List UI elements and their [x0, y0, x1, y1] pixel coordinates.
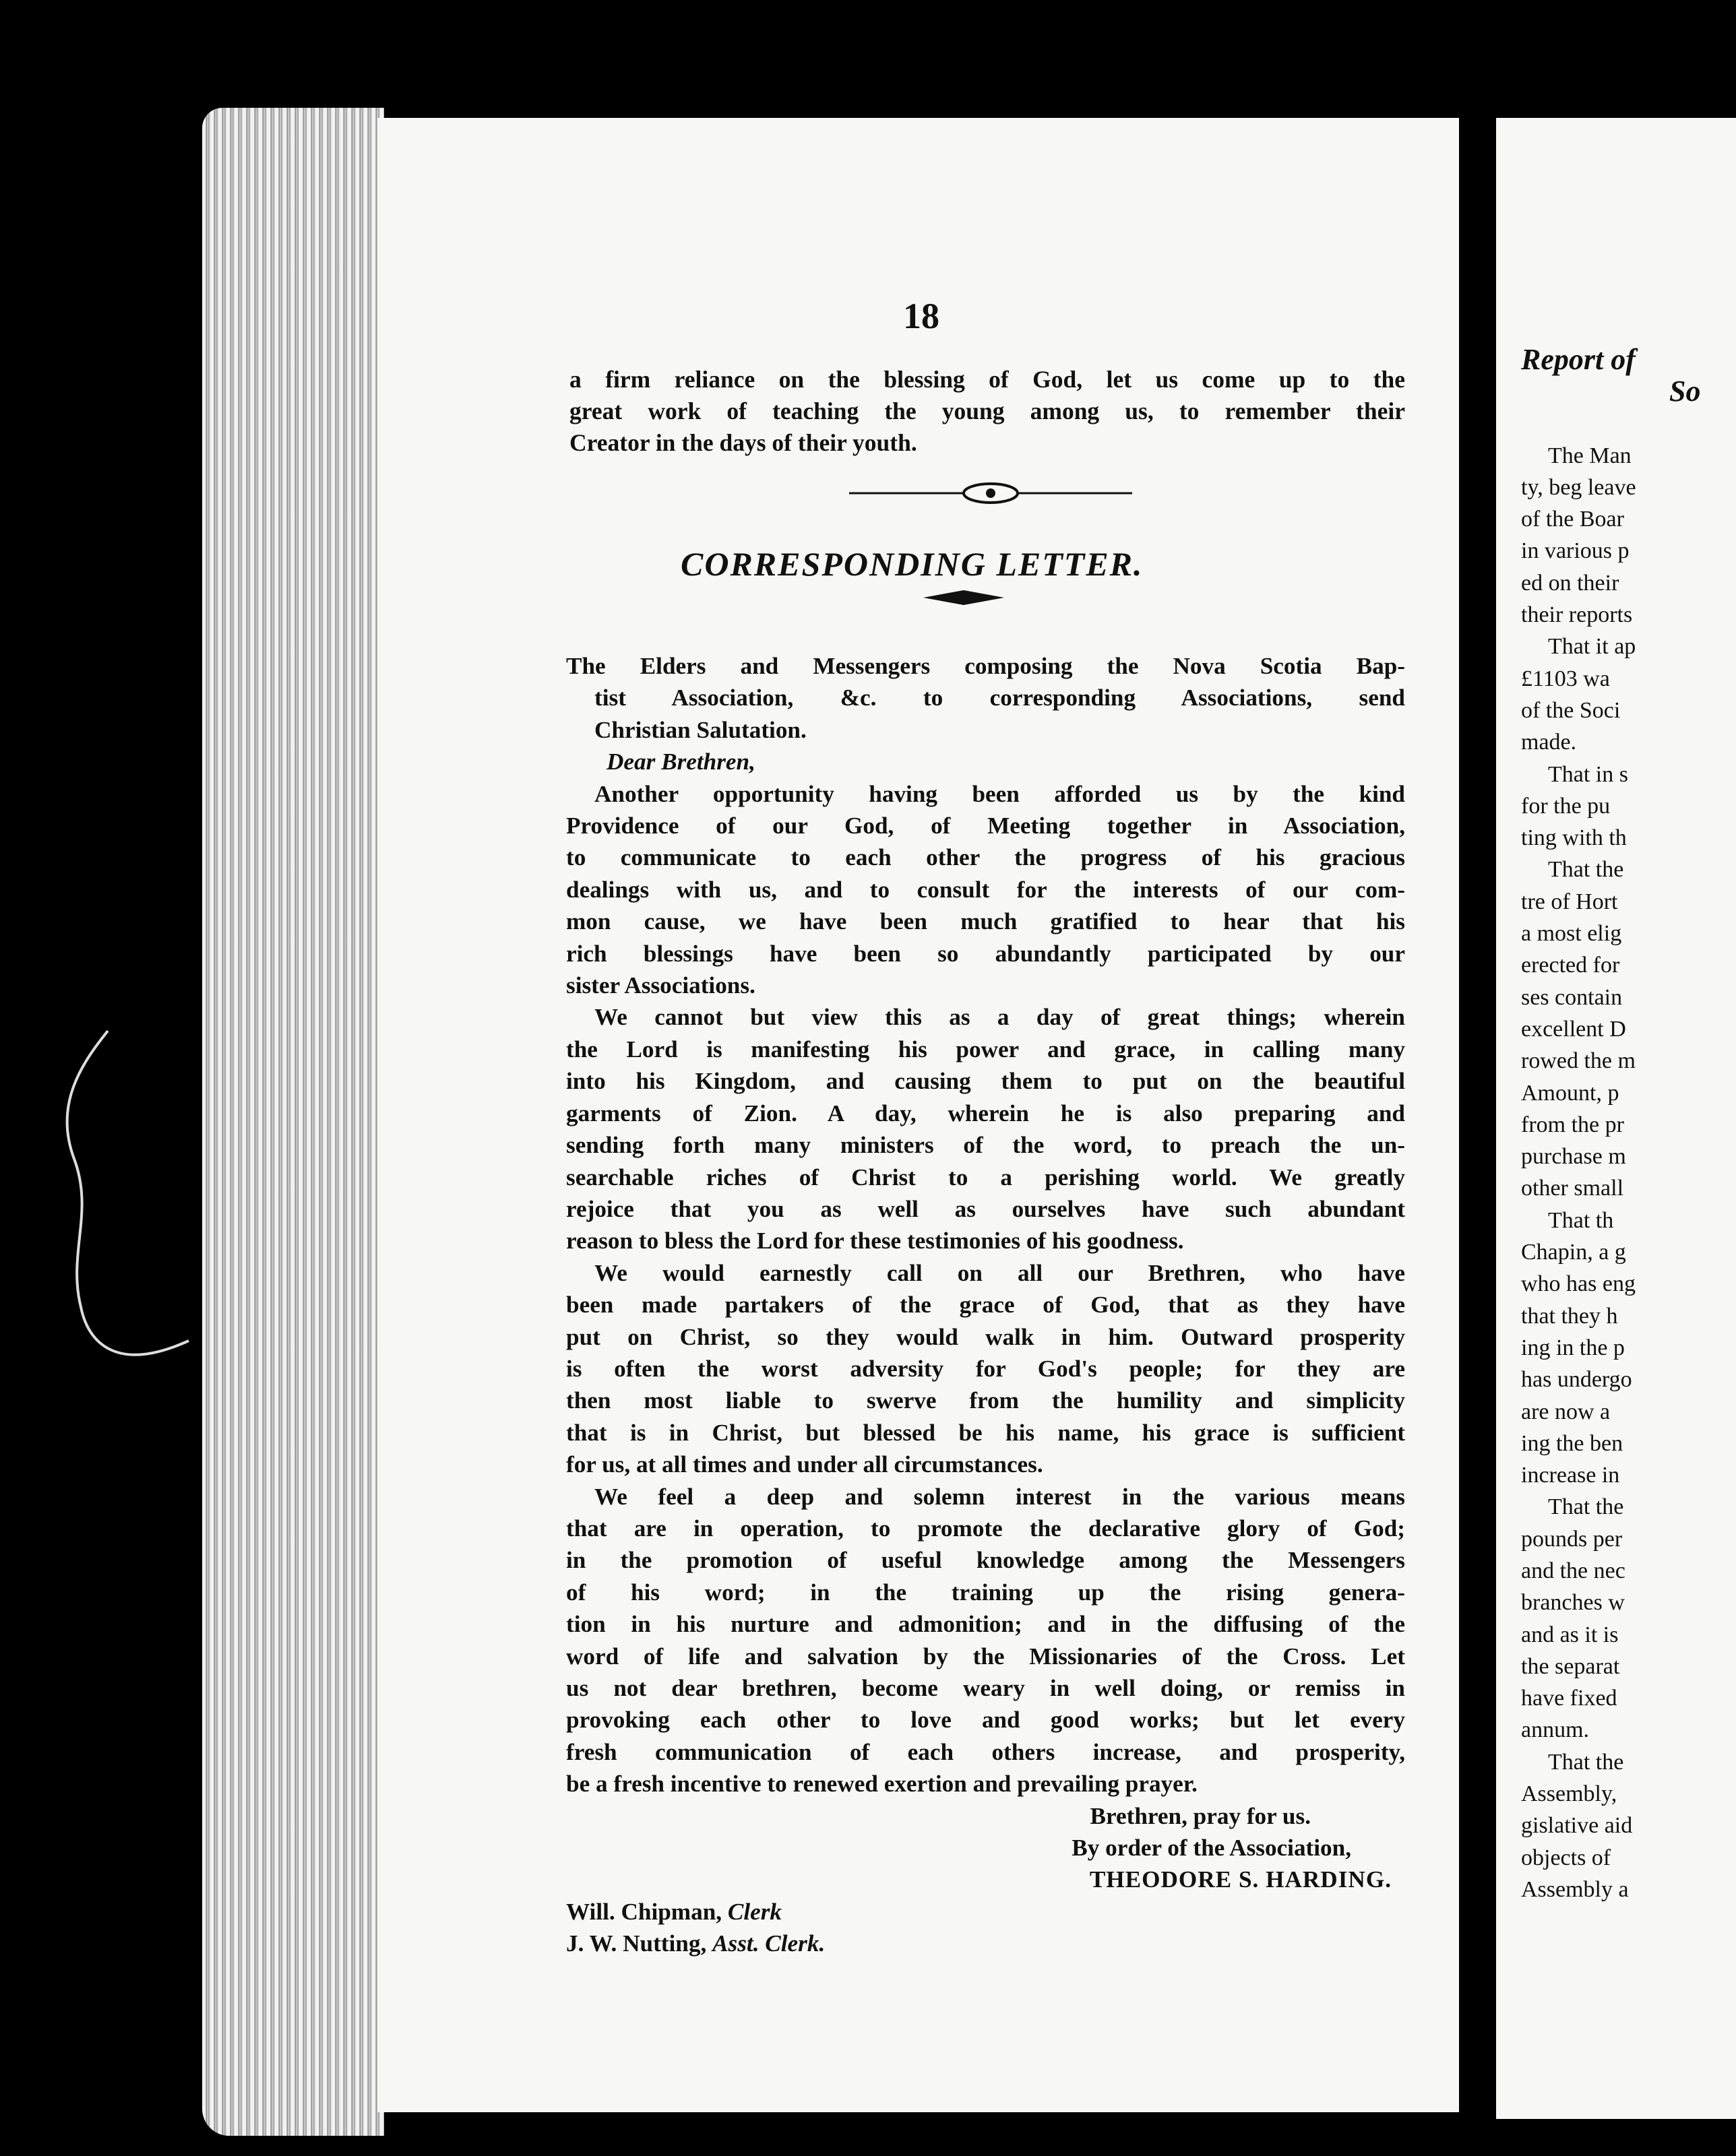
paragraph-line: Another opportunity having been afforded us by the kind [594, 780, 1405, 807]
right-page-text [1521, 344, 1736, 1905]
paragraph-line: fresh communication of each others increase, and prosperity, [566, 1738, 1405, 1765]
paragraph-line: be a fresh incentive to renewed exertion and prevailing prayer. [566, 1771, 1198, 1798]
right-page-line: of the Soci [1521, 697, 1621, 723]
right-page-line: has undergo [1521, 1367, 1632, 1393]
right-page-line: and as it is [1521, 1622, 1619, 1647]
right-page-line: Assembly, [1521, 1781, 1617, 1807]
right-page-line: pounds per [1521, 1526, 1623, 1552]
paragraph-line: the Lord is manifesting his power and grace, in calling many [566, 1036, 1405, 1063]
paragraph-line: been made partakers of the grace of God, that as they have [566, 1292, 1405, 1319]
signatory-name: THEODORE S. HARDING. [1089, 1866, 1392, 1893]
page-number: 18 [903, 296, 939, 336]
clerk-line-2 [566, 1928, 1405, 1959]
right-page-line: tre of Hort [1521, 889, 1618, 914]
right-page-line: Amount, p [1521, 1080, 1619, 1106]
intro-line: a firm reliance on the blessing of God, let us come up to the [569, 366, 1405, 393]
paragraph-line: is often the worst adversity for God's people; for they are [566, 1355, 1405, 1382]
right-page-line: of the Boar [1521, 507, 1624, 532]
paragraph-line: garments of Zion. A day, wherein he is also preparing and [566, 1100, 1405, 1127]
right-page-line: ing the ben [1521, 1430, 1623, 1456]
paragraph-line: mon cause, we have been much gratified to hear that his [566, 908, 1405, 935]
right-page-line: other small [1521, 1176, 1624, 1201]
by-order-line: By order of the Association, [1072, 1835, 1351, 1862]
paragraph-line: that is in Christ, but blessed be his name, his grace is sufficient [566, 1419, 1405, 1446]
clerk-title: Clerk [727, 1898, 782, 1925]
paragraph-line: Providence of our God, of Meeting together in Association, [566, 813, 1405, 839]
letter-body [566, 650, 1405, 1960]
paragraph-line: of his word; in the training up the rising genera- [566, 1579, 1405, 1606]
section-heading: CORRESPONDING LETTER. [681, 545, 1144, 583]
heading-ornament [923, 588, 1004, 608]
paragraph-line: put on Christ, so they would walk in him. Outward prosperity [566, 1323, 1405, 1350]
right-page-line: their reports [1521, 602, 1633, 628]
closing-line: Brethren, pray for us. [1090, 1802, 1311, 1829]
right-page-line: ing in the p [1521, 1335, 1625, 1360]
right-page-line: ed on their [1521, 570, 1619, 596]
paragraph-line: provoking each other to love and good works; but let every [566, 1707, 1405, 1734]
right-page-line: from the pr [1521, 1112, 1624, 1137]
paragraph-line: word of life and salvation by the Missionaries of the Cross. Let [566, 1643, 1405, 1670]
paragraph-line: rich blessings have been so abundantly participated by our [566, 940, 1405, 967]
right-page-line: made. [1521, 730, 1577, 755]
paragraph-line: sending forth many ministers of the word, to preach the un- [566, 1132, 1405, 1159]
clerk-line-1 [566, 1896, 1405, 1928]
right-page-line: That the [1548, 1494, 1624, 1520]
loose-thread [27, 1024, 202, 1401]
right-page-line: branches w [1521, 1590, 1625, 1616]
right-page-line: that they h [1521, 1303, 1618, 1329]
right-page-line: That the [1548, 1749, 1624, 1775]
paragraph-line: then most liable to swerve from the humility and simplicity [566, 1387, 1405, 1414]
right-page-line: and the nec [1521, 1558, 1625, 1583]
paragraph-line: tion in his nurture and admonition; and in the diffusing of the [566, 1611, 1405, 1638]
right-page-line: Chapin, a g [1521, 1240, 1626, 1265]
paragraph-line: us not dear brethren, become weary in well doing, or remiss in [566, 1675, 1405, 1701]
paragraph-line: for us, at all times and under all circumstances. [566, 1451, 1043, 1478]
salutation: Dear Brethren, [607, 749, 755, 775]
paragraph-line: to communicate to each other the progress of his gracious [566, 844, 1405, 871]
paragraph-line: reason to bless the Lord for these testimonies of his goodness. [566, 1228, 1184, 1255]
paragraph-line: We cannot but view this as a day of great things; wherein [594, 1004, 1405, 1031]
paragraph-line: in the promotion of useful knowledge among the Messengers [566, 1547, 1405, 1574]
paragraph-line: that are in operation, to promote the declarative glory of God; [566, 1515, 1405, 1542]
intro-line: Creator in the days of their youth. [569, 429, 917, 457]
right-page-line: rowed the m [1521, 1048, 1636, 1074]
clerk-name: Will. Chipman, [566, 1898, 722, 1925]
right-page-line: have fixed [1521, 1686, 1617, 1711]
right-page-line: in various p [1521, 538, 1630, 564]
ornamental-rule [849, 480, 1132, 507]
book-gutter [1459, 101, 1496, 2156]
right-page-line: That it ap [1548, 634, 1636, 660]
right-page-line: purchase m [1521, 1144, 1626, 1170]
right-page-line: who has eng [1521, 1271, 1636, 1297]
right-page-line: annum. [1521, 1717, 1590, 1743]
intro-line: great work of teaching the young among us, to remember their [569, 398, 1405, 425]
right-page-line: erected for [1521, 953, 1620, 978]
right-page-lines [1521, 440, 1736, 1906]
paragraph-line: dealings with us, and to consult for the interests of our com- [566, 876, 1405, 903]
paragraph-line: searchable riches of Christ to a perishing world. We greatly [566, 1164, 1405, 1191]
book-page-edges [202, 108, 384, 2136]
right-page-line: are now a [1521, 1399, 1611, 1424]
clerk-title: Asst. Clerk. [712, 1930, 826, 1957]
paragraph-line: rejoice that you as well as ourselves have such abundant [566, 1195, 1405, 1222]
right-page-line: increase in [1521, 1463, 1620, 1488]
right-page-line: The Man [1548, 443, 1632, 468]
right-page-line: ty, beg leave [1521, 474, 1636, 500]
intro-paragraph [569, 364, 1405, 459]
right-page-line: for the pu [1521, 793, 1611, 819]
right-page-line: £1103 wa [1521, 666, 1610, 691]
right-page-line: excellent D [1521, 1016, 1626, 1042]
right-page-line: ting with th [1521, 825, 1627, 851]
right-page-line: ses contain [1521, 984, 1623, 1010]
right-page-line: That in s [1548, 761, 1628, 787]
paragraph-line: into his Kingdom, and causing them to put on the beautiful [566, 1068, 1405, 1095]
right-page-line: objects of [1521, 1845, 1611, 1870]
address-line: The Elders and Messengers composing the Nova Scotia Bap- [566, 653, 1405, 679]
right-page-line: That the [1548, 857, 1624, 883]
right-page-line: Assembly a [1521, 1876, 1629, 1902]
paragraph-line: sister Associations. [566, 972, 755, 999]
paragraph-line: We feel a deep and solemn interest in the various means [594, 1483, 1405, 1510]
right-page-line: gislative aid [1521, 1813, 1633, 1839]
clerk-name: J. W. Nutting, [566, 1930, 707, 1957]
right-page-line: the separat [1521, 1653, 1620, 1679]
right-page-line: That th [1548, 1207, 1614, 1233]
right-page-title: Report of [1521, 343, 1636, 376]
address-line: tist Association, &c. to corresponding Associations, send [594, 685, 1405, 711]
paragraph-line: We would earnestly call on all our Brethren, who have [594, 1259, 1405, 1286]
address-line: Christian Salutation. [594, 716, 807, 743]
right-page-line: a most elig [1521, 921, 1622, 947]
right-page-subtitle: So [1669, 375, 1701, 408]
